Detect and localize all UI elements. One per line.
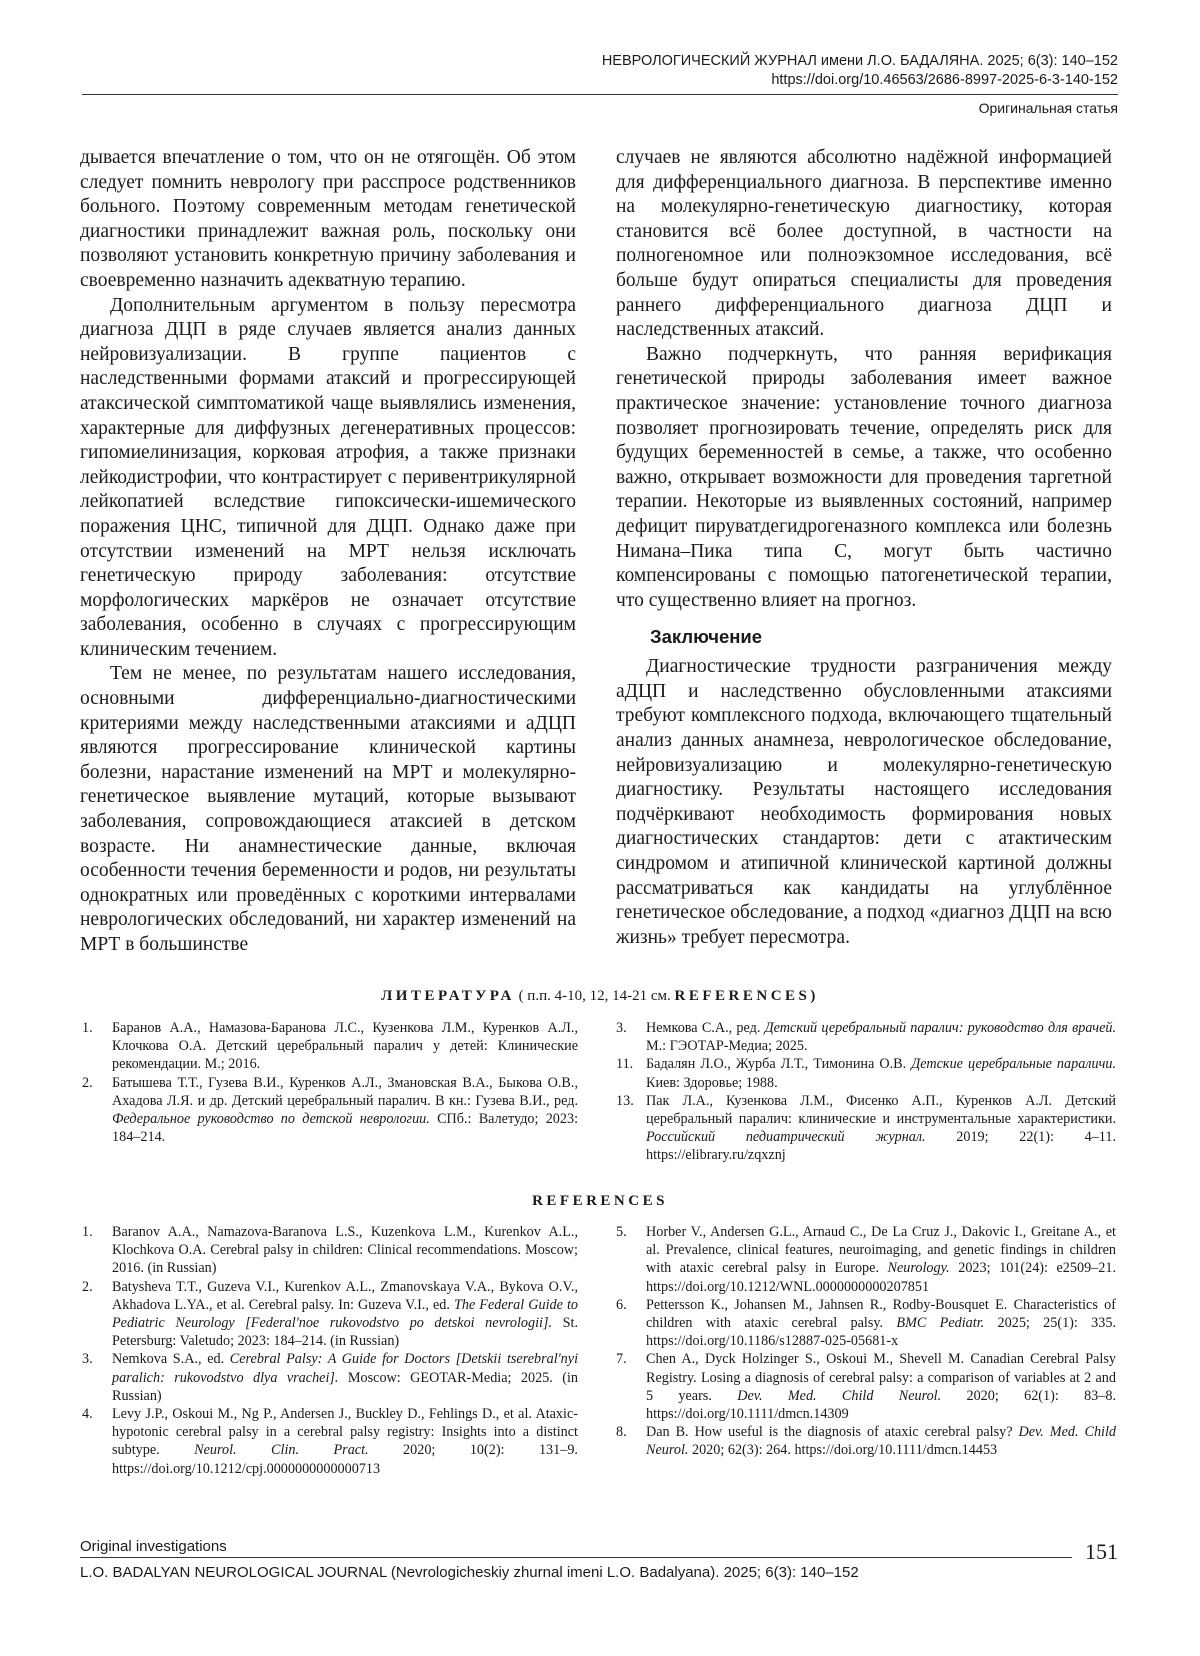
reference-text: Batysheva T.T., Guzeva V.I., Kurenkov A.L., Zmanovskaya V.A., Bykova O.V., Akhadova L.YA., et al. Cerebral palsy. In: Guzeva V.I., ed. (112, 1278, 578, 1313)
reference-details: Киев: Здоровье; 1988. (646, 1074, 778, 1091)
body-paragraph: Важно подчеркнуть, что ранняя верификация генетической природы заболевания имеет важное практическое значение: установление точного диагноза позволяет прогнозировать течение, определять риск для будущих беременностей в семье, а также, что особенно важно, открывает возможности для проведения таргетной терапии. Некоторые из выявленных состояний, например дефицит пируватдегидрогеназного комплекса или болезнь Нимана–Пика типа С, могут быть частично компенсированы с помощью патогенетической терапии, что существенно влияет на прогноз. (616, 343, 1112, 611)
reference-text: Dan B. How useful is the diagnosis of ataxic cerebral palsy? (646, 1424, 1013, 1441)
reference-text: Levy J.P., Oskoui M., Ng P., Andersen J., Buckley D., Fehlings D., et al. Ataxic-hypotonic cerebral palsy in a cerebral palsy registry: Insights into a distinct subtype. (112, 1406, 578, 1459)
body-column-left (80, 146, 576, 958)
references-list-left (82, 1223, 578, 1478)
references-list-right (616, 1223, 1116, 1460)
article-type-label: Оригинальная статья (978, 100, 1118, 116)
body-paragraph: дывается впечатление о том, что он не отягощён. Об этом следует помнить неврологу при расспросе родственников больного. Поэтому современным методам генетической диагностики принадлежит важная роль, поскольку они позволяют установить конкретную причину заболевания и своевременно назначить адекватную терапию. (80, 147, 576, 291)
reference-details: СПб.: Валетудо; 2023: 184–214. (112, 1111, 579, 1146)
reference-item (82, 1074, 578, 1147)
reference-item (616, 1019, 1116, 1055)
reference-item (616, 1296, 1116, 1351)
footer-divider (80, 1557, 1072, 1558)
reference-source: Cerebral Palsy: A Guide for Doctors [Detskii tserebral'nyi paralich: rukovodstvo dlya vrachei]. (112, 1351, 579, 1386)
reference-number: 5. (616, 1224, 627, 1240)
reference-source: The Federal Guide to Pediatric Neurology [Federal'noe rukovodstvo po detskoi nevrologii]. (112, 1296, 579, 1332)
reference-item (616, 1092, 1116, 1165)
reference-number: 2. (82, 1278, 93, 1295)
reference-details: 2020; 62(3): 264. https://doi.org/10.1111/dmcn.14453 (691, 1442, 998, 1459)
journal-title: НЕВРОЛОГИЧЕСКИЙ ЖУРНАЛ имени Л.О. БАДАЛЯНА. 2025; 6(3): 140–152 (601, 53, 1118, 69)
reference-text: Баранов А.А., Намазова-Баранова Л.С., Кузенкова Л.М., Куренков А.Л., Клочкова О.А. Детский церебральный паралич у детей: Клинические рекомендации. М.; 2016. (112, 1020, 578, 1073)
reference-source: Dev. Med. Child Neurol. (646, 1424, 1117, 1459)
reference-source: Федеральное руководство по детской неврологии. (112, 1111, 430, 1128)
reference-item (82, 1223, 578, 1278)
reference-text: Pettersson K., Johansen M., Jahnsen R., Rodby-Bousquet E. Characteristics of children with ataxic cerebral palsy. (646, 1296, 1116, 1332)
reference-details: 2020; 62(1): 83–8. https://doi.org/10.1111/dmcn.14309 (646, 1387, 1117, 1423)
reference-text: Батышева Т.Т., Гузева В.И., Куренков А.Л., Змановская В.А., Быкова О.В., Ахадова Л.Я. и др. Детский церебральный паралич. В кн.: Гузева В.И., ред. (112, 1074, 578, 1109)
reference-number: 8. (616, 1424, 627, 1441)
reference-number: 11. (616, 1056, 634, 1073)
reference-details: Moscow: GEOTAR-Media; 2025. (in Russian) (112, 1369, 579, 1404)
reference-number: 1. (82, 1020, 93, 1036)
reference-source: Neurol. Clin. Pract. (194, 1442, 369, 1459)
body-column-right (616, 146, 1112, 950)
literature-heading-note: ( п.п. 4-10, 12, 14-21 см. (518, 988, 671, 1004)
header-divider (82, 94, 1118, 95)
reference-text: Немкова С.А., ред. (646, 1020, 761, 1036)
reference-text: Horber V., Andersen G.L., Arnaud C., De La Cruz J., Dakovic I., Greitane A., et al. Prevalence, clinical features, neuroimaging, and genetic findings in children with ataxic cerebral palsy in Europe. (646, 1224, 1116, 1277)
reference-number: 4. (82, 1406, 93, 1423)
literature-heading-word: ЛИТЕРАТУРА (381, 988, 515, 1004)
body-paragraph: случаев не являются абсолютно надёжной информацией для дифференциального диагноза. В перспективе именно на молекулярно-генетическую диагностику, которая становится всё более доступной, в частности на полногеномное или полноэкзомное исследования, всё больше будут опираться специалисты для проведения раннего дифференциального диагноза ДЦП и наследственных атаксий. (616, 147, 1112, 341)
body-paragraph: Тем не менее, по результатам нашего исследования, основными дифференциально-диагностическими критериями между наследственными атаксиями и аДЦП являются прогрессирование клинической картины болезни, нарастание изменений на МРТ и молекулярно-генетическое выявление мутаций, которые вызывают заболевания, сопровождающиеся атаксией в детском возрасте. Ни анамнестические данные, включая особенности течения беременности и родов, ни результаты однократных или проведённых с короткими интервалами неврологических обследований, ни характер изменений на МРТ в большинстве (80, 663, 576, 955)
reference-number: 7. (616, 1351, 627, 1368)
reference-text: Baranov A.A., Namazova-Baranova L.S., Kuzenkova L.M., Kurenkov A.L., Klochkova O.A. Cerebral palsy in children: Clinical recommendations. Moscow; 2016. (in Russian) (112, 1224, 578, 1277)
running-header (602, 52, 1118, 90)
reference-item (616, 1223, 1116, 1296)
reference-source: BMC Pediatr. (896, 1315, 985, 1332)
reference-details: 2025; 25(1): 335. https://doi.org/10.1186/s12887-025-05681-x (646, 1315, 1116, 1350)
reference-text: Бадалян Л.О., Журба Л.Т., Тимонина О.В. (646, 1056, 907, 1073)
reference-item (82, 1350, 578, 1405)
reference-item (82, 1405, 578, 1478)
conclusion-paragraph: Диагностические трудности разграничения между аДЦП и наследственно обусловленными атаксиями требуют комплексного подхода, включающего тщательный анализ данных анамнеза, неврологическое обследование, нейровизуализацию и молекулярно-генетическую диагностику. Результаты настоящего исследования подчёркивают необходимость формирования новых диагностических стандартов: дети с атактическим синдромом и атипичной клинической картиной должны рассматриваться как кандидаты на углублённое генетическое обследование, а подход «диагноз ДЦП на всю жизнь» требует пересмотра. (616, 656, 1112, 948)
reference-number: 1. (82, 1224, 93, 1240)
literature-heading-ref: REFERENCES) (674, 988, 819, 1004)
reference-source: Dev. Med. Child Neurol. (737, 1387, 942, 1404)
reference-number: 3. (616, 1020, 627, 1036)
reference-item (82, 1019, 578, 1074)
reference-source: Российский педиатрический журнал. (646, 1129, 926, 1146)
reference-item (616, 1423, 1116, 1459)
reference-details: 2023; 101(24): e2509–21. https://doi.org/10.1212/WNL.0000000000207851 (646, 1260, 1117, 1295)
reference-source: Детский церебральный паралич: руководство для врачей. (764, 1020, 1117, 1036)
reference-details: М.: ГЭОТАР-Медиа; 2025. (646, 1038, 808, 1055)
reference-text: Nemkova S.A., ed. (112, 1351, 225, 1368)
reference-number: 3. (82, 1351, 93, 1368)
literature-heading (0, 988, 1200, 1005)
reference-text: Chen A., Dyck Holzinger S., Oskoui M., Shevell M. Canadian Cerebral Palsy Registry. Losing a diagnosis of cerebral palsy: a comparison of variables at 2 and 5 years. (646, 1351, 1116, 1404)
reference-text: Пак Л.А., Кузенкова Л.М., Фисенко А.П., Куренков А.Л. Детский церебральный паралич: клинические и инструментальные характеристики. (646, 1092, 1116, 1128)
conclusion-heading: Заключение (650, 626, 763, 648)
reference-details: 2020; 10(2): 131–9. https://doi.org/10.1212/cpj.0000000000000713 (112, 1442, 578, 1477)
article-doi-link[interactable]: https://doi.org/10.46563/2686-8997-2025-6-3-140-152 (771, 72, 1118, 88)
literature-list-right (616, 1019, 1116, 1165)
reference-number: 13. (616, 1092, 634, 1109)
body-paragraph: Дополнительным аргументом в пользу пересмотра диагноза ДЦП в ряде случаев является анализ данных нейровизуализации. В группе пациентов с наследственными формами атаксий и прогрессирующей атаксической симптоматикой чаще выявлялись изменения, характерные для диффузных дегенеративных процессов: гипомиелинизация, корковая атрофия, а также признаки лейкодистрофии, что контрастирует с перивентрикулярной лейкопатией вследствие гипоксически-ишемического поражения ЦНС, типичной для ДЦП. Однако даже при отсутствии изменений на МРТ нельзя исключать генетическую природу заболевания: отсутствие морфологических маркёров не означает отсутствие заболевания, особенно в случаях с прогрессирующим клиническим течением. (80, 294, 576, 660)
references-heading (0, 1193, 1200, 1210)
reference-number: 2. (82, 1074, 93, 1091)
reference-item (616, 1055, 1116, 1091)
references-heading-word: REFERENCES (532, 1193, 668, 1209)
reference-number: 6. (616, 1296, 627, 1313)
reference-details: 2019; 22(1): 4–11. https://elibrary.ru/zqxznj (646, 1129, 1116, 1164)
footer-journal-title: L.O. BADALYAN NEUROLOGICAL JOURNAL (Nevrologicheskiy zhurnal imeni L.O. Badalyana). 2025; 6(3): 140–152 (80, 1564, 859, 1581)
reference-details: St. Petersburg: Valetudo; 2023: 184–214. (in Russian) (112, 1315, 578, 1350)
page-number: 151 (1085, 1539, 1118, 1564)
literature-list-left (82, 1019, 578, 1146)
reference-item (616, 1350, 1116, 1423)
reference-source: Детские церебральные параличи. (911, 1056, 1116, 1073)
footer-section-label: Original investigations (80, 1538, 227, 1555)
reference-item (82, 1278, 578, 1351)
reference-source: Neurology. (887, 1260, 950, 1277)
